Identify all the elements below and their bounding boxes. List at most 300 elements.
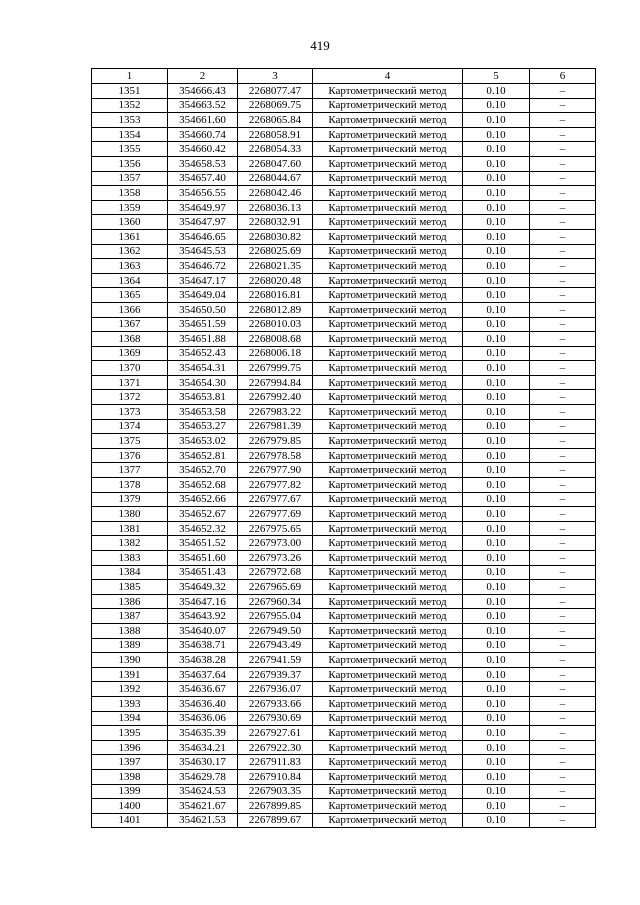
table-cell: 2267994.84 bbox=[238, 375, 313, 390]
table-cell: 0.10 bbox=[463, 740, 530, 755]
table-cell: Картометрический метод bbox=[313, 551, 463, 566]
table-row bbox=[92, 259, 596, 274]
table-cell: 354660.42 bbox=[168, 142, 238, 157]
table-cell: 1395 bbox=[92, 726, 168, 741]
table-cell: 0.10 bbox=[463, 229, 530, 244]
table-row bbox=[92, 273, 596, 288]
table-cell: Картометрический метод bbox=[313, 171, 463, 186]
table-cell: 1389 bbox=[92, 638, 168, 653]
table-row bbox=[92, 215, 596, 230]
table-cell: 0.10 bbox=[463, 492, 530, 507]
table-cell: 1394 bbox=[92, 711, 168, 726]
table-cell: 354652.81 bbox=[168, 448, 238, 463]
table-cell: 2267949.50 bbox=[238, 623, 313, 638]
table-cell: – bbox=[530, 696, 596, 711]
table-cell: 354638.71 bbox=[168, 638, 238, 653]
table-cell: 1355 bbox=[92, 142, 168, 157]
table-cell: 354649.04 bbox=[168, 288, 238, 303]
table-cell: 2267983.22 bbox=[238, 405, 313, 420]
table-row bbox=[92, 638, 596, 653]
table-cell: – bbox=[530, 156, 596, 171]
table-cell: 0.10 bbox=[463, 84, 530, 99]
table-cell: 1354 bbox=[92, 127, 168, 142]
table-cell: 2268021.35 bbox=[238, 259, 313, 274]
table-cell: 0.10 bbox=[463, 390, 530, 405]
table-row bbox=[92, 405, 596, 420]
table-cell: 0.10 bbox=[463, 769, 530, 784]
table-cell: 1382 bbox=[92, 536, 168, 551]
table-cell: 354646.65 bbox=[168, 229, 238, 244]
table-cell: 354645.53 bbox=[168, 244, 238, 259]
table-row bbox=[92, 653, 596, 668]
table-cell: 2267972.68 bbox=[238, 565, 313, 580]
table-cell: 2267927.61 bbox=[238, 726, 313, 741]
table-row bbox=[92, 521, 596, 536]
table-cell: 1390 bbox=[92, 653, 168, 668]
table-row bbox=[92, 478, 596, 493]
table-cell: 0.10 bbox=[463, 302, 530, 317]
table-cell: – bbox=[530, 200, 596, 215]
table-cell: 1367 bbox=[92, 317, 168, 332]
table-row bbox=[92, 156, 596, 171]
table-cell: 354636.06 bbox=[168, 711, 238, 726]
table-cell: 0.10 bbox=[463, 244, 530, 259]
table-cell: 0.10 bbox=[463, 171, 530, 186]
table-cell: 2268054.33 bbox=[238, 142, 313, 157]
table-cell: – bbox=[530, 302, 596, 317]
table-cell: Картометрический метод bbox=[313, 594, 463, 609]
table-row bbox=[92, 580, 596, 595]
table-cell: 0.10 bbox=[463, 551, 530, 566]
table-cell: 1377 bbox=[92, 463, 168, 478]
table-cell: 2268069.75 bbox=[238, 98, 313, 113]
table-cell: 1379 bbox=[92, 492, 168, 507]
table-cell: – bbox=[530, 448, 596, 463]
table-cell: Картометрический метод bbox=[313, 463, 463, 478]
table-cell: 2267955.04 bbox=[238, 609, 313, 624]
table-cell: Картометрический метод bbox=[313, 156, 463, 171]
table-cell: – bbox=[530, 609, 596, 624]
table-row bbox=[92, 799, 596, 814]
table-cell: 2267977.90 bbox=[238, 463, 313, 478]
table-header-row bbox=[92, 69, 596, 84]
table-row bbox=[92, 784, 596, 799]
table-row bbox=[92, 551, 596, 566]
table-cell: Картометрический метод bbox=[313, 536, 463, 551]
table-cell: 0.10 bbox=[463, 609, 530, 624]
table-cell: 1393 bbox=[92, 696, 168, 711]
table-cell: – bbox=[530, 332, 596, 347]
table-cell: 1391 bbox=[92, 667, 168, 682]
table-cell: Картометрический метод bbox=[313, 215, 463, 230]
table-cell: 1362 bbox=[92, 244, 168, 259]
table-cell: 0.10 bbox=[463, 813, 530, 828]
table-cell: 354652.68 bbox=[168, 478, 238, 493]
table-cell: 354636.40 bbox=[168, 696, 238, 711]
table-cell: Картометрический метод bbox=[313, 361, 463, 376]
table-cell: 0.10 bbox=[463, 755, 530, 770]
table-cell: Картометрический метод bbox=[313, 769, 463, 784]
table-cell: 0.10 bbox=[463, 142, 530, 157]
table-cell: 1392 bbox=[92, 682, 168, 697]
table-cell: 354640.07 bbox=[168, 623, 238, 638]
table-cell: Картометрический метод bbox=[313, 507, 463, 522]
table-cell: 2267939.37 bbox=[238, 667, 313, 682]
table-row bbox=[92, 142, 596, 157]
table-cell: Картометрический метод bbox=[313, 784, 463, 799]
table-cell: – bbox=[530, 84, 596, 99]
table-cell: – bbox=[530, 215, 596, 230]
table-cell: 354653.58 bbox=[168, 405, 238, 420]
table-cell: 354652.67 bbox=[168, 507, 238, 522]
table-cell: 354651.59 bbox=[168, 317, 238, 332]
table-cell: 0.10 bbox=[463, 200, 530, 215]
table-cell: 0.10 bbox=[463, 521, 530, 536]
column-header: 1 bbox=[92, 69, 168, 84]
table-cell: 1360 bbox=[92, 215, 168, 230]
table-cell: 2268077.47 bbox=[238, 84, 313, 99]
table-cell: 0.10 bbox=[463, 259, 530, 274]
table-cell: 0.10 bbox=[463, 448, 530, 463]
table-cell: Картометрический метод bbox=[313, 113, 463, 128]
table-cell: 354651.52 bbox=[168, 536, 238, 551]
table-cell: 0.10 bbox=[463, 317, 530, 332]
table-cell: – bbox=[530, 273, 596, 288]
table-cell: 1388 bbox=[92, 623, 168, 638]
table-row bbox=[92, 113, 596, 128]
table-cell: – bbox=[530, 799, 596, 814]
table-cell: – bbox=[530, 667, 596, 682]
table-row bbox=[92, 813, 596, 828]
table-cell: 1374 bbox=[92, 419, 168, 434]
table-cell: – bbox=[530, 186, 596, 201]
table-cell: Картометрический метод bbox=[313, 200, 463, 215]
table-cell: Картометрический метод bbox=[313, 565, 463, 580]
table-cell: 2268058.91 bbox=[238, 127, 313, 142]
table-cell: – bbox=[530, 507, 596, 522]
table-row bbox=[92, 390, 596, 405]
table-cell: 2267977.69 bbox=[238, 507, 313, 522]
table-cell: 354647.17 bbox=[168, 273, 238, 288]
table-cell: – bbox=[530, 536, 596, 551]
table-cell: Картометрический метод bbox=[313, 419, 463, 434]
table-cell: 1372 bbox=[92, 390, 168, 405]
table-cell: 2267930.69 bbox=[238, 711, 313, 726]
table-cell: 1365 bbox=[92, 288, 168, 303]
table-row bbox=[92, 565, 596, 580]
table-cell: 2267979.85 bbox=[238, 434, 313, 449]
table-cell: 2268044.67 bbox=[238, 171, 313, 186]
table-cell: 2268008.68 bbox=[238, 332, 313, 347]
table-cell: 354652.70 bbox=[168, 463, 238, 478]
table-cell: – bbox=[530, 638, 596, 653]
table-cell: 1385 bbox=[92, 580, 168, 595]
table-cell: 2267960.34 bbox=[238, 594, 313, 609]
table-cell: 0.10 bbox=[463, 799, 530, 814]
table-cell: 2268016.81 bbox=[238, 288, 313, 303]
table-cell: 2267992.40 bbox=[238, 390, 313, 405]
table-row bbox=[92, 682, 596, 697]
table-cell: 2268047.60 bbox=[238, 156, 313, 171]
table-cell: Картометрический метод bbox=[313, 711, 463, 726]
table-cell: 1380 bbox=[92, 507, 168, 522]
table-cell: – bbox=[530, 375, 596, 390]
table-cell: 0.10 bbox=[463, 405, 530, 420]
table-cell: – bbox=[530, 784, 596, 799]
table-cell: 2268042.46 bbox=[238, 186, 313, 201]
table-cell: Картометрический метод bbox=[313, 317, 463, 332]
table-cell: 2267999.75 bbox=[238, 361, 313, 376]
table-cell: 2267922.30 bbox=[238, 740, 313, 755]
table-cell: 0.10 bbox=[463, 419, 530, 434]
table-cell: – bbox=[530, 463, 596, 478]
table-cell: 354660.74 bbox=[168, 127, 238, 142]
table-cell: – bbox=[530, 623, 596, 638]
table-cell: 354649.32 bbox=[168, 580, 238, 595]
table-cell: 0.10 bbox=[463, 156, 530, 171]
table-cell: 354646.72 bbox=[168, 259, 238, 274]
table-cell: Картометрический метод bbox=[313, 638, 463, 653]
table-cell: 354634.21 bbox=[168, 740, 238, 755]
table-cell: 354663.52 bbox=[168, 98, 238, 113]
table-cell: – bbox=[530, 653, 596, 668]
table-cell: 1359 bbox=[92, 200, 168, 215]
table-cell: 0.10 bbox=[463, 127, 530, 142]
page-number: 419 bbox=[310, 38, 330, 53]
table-cell: 0.10 bbox=[463, 361, 530, 376]
table-cell: Картометрический метод bbox=[313, 740, 463, 755]
table-row bbox=[92, 302, 596, 317]
table-cell: Картометрический метод bbox=[313, 755, 463, 770]
table-cell: 2267910.84 bbox=[238, 769, 313, 784]
table-cell: 0.10 bbox=[463, 594, 530, 609]
table-cell: 0.10 bbox=[463, 273, 530, 288]
table-cell: 1383 bbox=[92, 551, 168, 566]
table-cell: – bbox=[530, 740, 596, 755]
table-cell: 354666.43 bbox=[168, 84, 238, 99]
table-row bbox=[92, 98, 596, 113]
table-cell: – bbox=[530, 492, 596, 507]
table-cell: 1351 bbox=[92, 84, 168, 99]
table-cell: 0.10 bbox=[463, 536, 530, 551]
table-row bbox=[92, 769, 596, 784]
table-row bbox=[92, 594, 596, 609]
table-row bbox=[92, 755, 596, 770]
table-cell: – bbox=[530, 113, 596, 128]
table-cell: 0.10 bbox=[463, 653, 530, 668]
coordinates-table bbox=[91, 68, 596, 828]
table-cell: 354656.55 bbox=[168, 186, 238, 201]
table-cell: 0.10 bbox=[463, 463, 530, 478]
table-cell: 2267981.39 bbox=[238, 419, 313, 434]
table-row bbox=[92, 375, 596, 390]
table-cell: 0.10 bbox=[463, 98, 530, 113]
table-cell: 1378 bbox=[92, 478, 168, 493]
table-cell: 354658.53 bbox=[168, 156, 238, 171]
table-cell: 1352 bbox=[92, 98, 168, 113]
table-cell: Картометрический метод bbox=[313, 332, 463, 347]
table-cell: 1376 bbox=[92, 448, 168, 463]
table-cell: 2267965.69 bbox=[238, 580, 313, 595]
table-cell: Картометрический метод bbox=[313, 478, 463, 493]
table-cell: 1356 bbox=[92, 156, 168, 171]
table-cell: – bbox=[530, 755, 596, 770]
table-cell: 354653.27 bbox=[168, 419, 238, 434]
table-cell: 1400 bbox=[92, 799, 168, 814]
table-cell: Картометрический метод bbox=[313, 653, 463, 668]
table-cell: 354647.97 bbox=[168, 215, 238, 230]
table-cell: 1370 bbox=[92, 361, 168, 376]
table-cell: 0.10 bbox=[463, 565, 530, 580]
table-cell: 0.10 bbox=[463, 638, 530, 653]
column-header: 2 bbox=[168, 69, 238, 84]
table-cell: – bbox=[530, 98, 596, 113]
table-row bbox=[92, 536, 596, 551]
table-cell: 0.10 bbox=[463, 478, 530, 493]
table-cell: – bbox=[530, 726, 596, 741]
table-cell: – bbox=[530, 580, 596, 595]
table-cell: 354654.30 bbox=[168, 375, 238, 390]
table-cell: Картометрический метод bbox=[313, 813, 463, 828]
table-cell: 354657.40 bbox=[168, 171, 238, 186]
table-cell: Картометрический метод bbox=[313, 84, 463, 99]
table-cell: – bbox=[530, 317, 596, 332]
table-cell: 0.10 bbox=[463, 434, 530, 449]
table-cell: 354636.67 bbox=[168, 682, 238, 697]
table-cell: Картометрический метод bbox=[313, 521, 463, 536]
table-cell: 354621.53 bbox=[168, 813, 238, 828]
table-cell: 2268030.82 bbox=[238, 229, 313, 244]
table-cell: 0.10 bbox=[463, 682, 530, 697]
table-cell: 2268032.91 bbox=[238, 215, 313, 230]
table-cell: 2268065.84 bbox=[238, 113, 313, 128]
table-cell: Картометрический метод bbox=[313, 375, 463, 390]
table-cell: – bbox=[530, 478, 596, 493]
table-cell: 1396 bbox=[92, 740, 168, 755]
table-row bbox=[92, 623, 596, 638]
table-cell: 0.10 bbox=[463, 580, 530, 595]
table-cell: – bbox=[530, 259, 596, 274]
table-cell: Картометрический метод bbox=[313, 229, 463, 244]
table-cell: 354652.43 bbox=[168, 346, 238, 361]
table-cell: 2268025.69 bbox=[238, 244, 313, 259]
table-cell: 1369 bbox=[92, 346, 168, 361]
table-cell: 1399 bbox=[92, 784, 168, 799]
table-row bbox=[92, 711, 596, 726]
table-cell: 1357 bbox=[92, 171, 168, 186]
table-row bbox=[92, 361, 596, 376]
table-row bbox=[92, 244, 596, 259]
table-cell: Картометрический метод bbox=[313, 623, 463, 638]
table-cell: – bbox=[530, 565, 596, 580]
table-cell: 0.10 bbox=[463, 726, 530, 741]
table-row bbox=[92, 448, 596, 463]
table-cell: – bbox=[530, 361, 596, 376]
table-cell: – bbox=[530, 711, 596, 726]
table-row bbox=[92, 419, 596, 434]
table-cell: – bbox=[530, 142, 596, 157]
table-row bbox=[92, 127, 596, 142]
table-cell: 1386 bbox=[92, 594, 168, 609]
table-cell: 1384 bbox=[92, 565, 168, 580]
table-row bbox=[92, 200, 596, 215]
table-cell: 0.10 bbox=[463, 623, 530, 638]
table-cell: 0.10 bbox=[463, 784, 530, 799]
table-cell: 354637.64 bbox=[168, 667, 238, 682]
table-cell: 0.10 bbox=[463, 215, 530, 230]
table-cell: 2267973.00 bbox=[238, 536, 313, 551]
table-row bbox=[92, 434, 596, 449]
table-row bbox=[92, 609, 596, 624]
table-cell: 1371 bbox=[92, 375, 168, 390]
table-cell: 0.10 bbox=[463, 113, 530, 128]
table-row bbox=[92, 740, 596, 755]
table-cell: 2268006.18 bbox=[238, 346, 313, 361]
column-header: 5 bbox=[463, 69, 530, 84]
table-cell: 354638.28 bbox=[168, 653, 238, 668]
table-cell: – bbox=[530, 813, 596, 828]
table-row bbox=[92, 186, 596, 201]
table-row bbox=[92, 171, 596, 186]
table-cell: Картометрический метод bbox=[313, 244, 463, 259]
table-cell: 2267943.49 bbox=[238, 638, 313, 653]
table-cell: 1366 bbox=[92, 302, 168, 317]
table-cell: Картометрический метод bbox=[313, 726, 463, 741]
table-cell: Картометрический метод bbox=[313, 609, 463, 624]
table-body bbox=[92, 84, 596, 828]
table-cell: Картометрический метод bbox=[313, 390, 463, 405]
table-cell: 2267933.66 bbox=[238, 696, 313, 711]
table-cell: Картометрический метод bbox=[313, 492, 463, 507]
table-cell: 1387 bbox=[92, 609, 168, 624]
table-cell: 2268036.13 bbox=[238, 200, 313, 215]
table-cell: 0.10 bbox=[463, 288, 530, 303]
table-cell: – bbox=[530, 405, 596, 420]
table-cell: – bbox=[530, 434, 596, 449]
table-cell: 354647.16 bbox=[168, 594, 238, 609]
table-cell: 354651.88 bbox=[168, 332, 238, 347]
table-cell: 1397 bbox=[92, 755, 168, 770]
table-cell: Картометрический метод bbox=[313, 98, 463, 113]
table-row bbox=[92, 726, 596, 741]
table-cell: 1373 bbox=[92, 405, 168, 420]
table-cell: Картометрический метод bbox=[313, 302, 463, 317]
table-cell: 354630.17 bbox=[168, 755, 238, 770]
table-cell: 2267936.07 bbox=[238, 682, 313, 697]
table-row bbox=[92, 332, 596, 347]
table-cell: 354651.43 bbox=[168, 565, 238, 580]
table-cell: – bbox=[530, 769, 596, 784]
table-cell: – bbox=[530, 390, 596, 405]
table-cell: 1364 bbox=[92, 273, 168, 288]
table-cell: 354649.97 bbox=[168, 200, 238, 215]
column-header: 4 bbox=[313, 69, 463, 84]
table-cell: – bbox=[530, 551, 596, 566]
table-cell: – bbox=[530, 288, 596, 303]
table-cell: 354652.32 bbox=[168, 521, 238, 536]
table-cell: Картометрический метод bbox=[313, 127, 463, 142]
table-row bbox=[92, 463, 596, 478]
table-cell: 354624.53 bbox=[168, 784, 238, 799]
table-cell: 354654.31 bbox=[168, 361, 238, 376]
table-row bbox=[92, 667, 596, 682]
table-cell: 2267977.82 bbox=[238, 478, 313, 493]
table-cell: Картометрический метод bbox=[313, 448, 463, 463]
table-cell: 2268012.89 bbox=[238, 302, 313, 317]
table-cell: 0.10 bbox=[463, 332, 530, 347]
table-cell: 1381 bbox=[92, 521, 168, 536]
table-cell: 1361 bbox=[92, 229, 168, 244]
